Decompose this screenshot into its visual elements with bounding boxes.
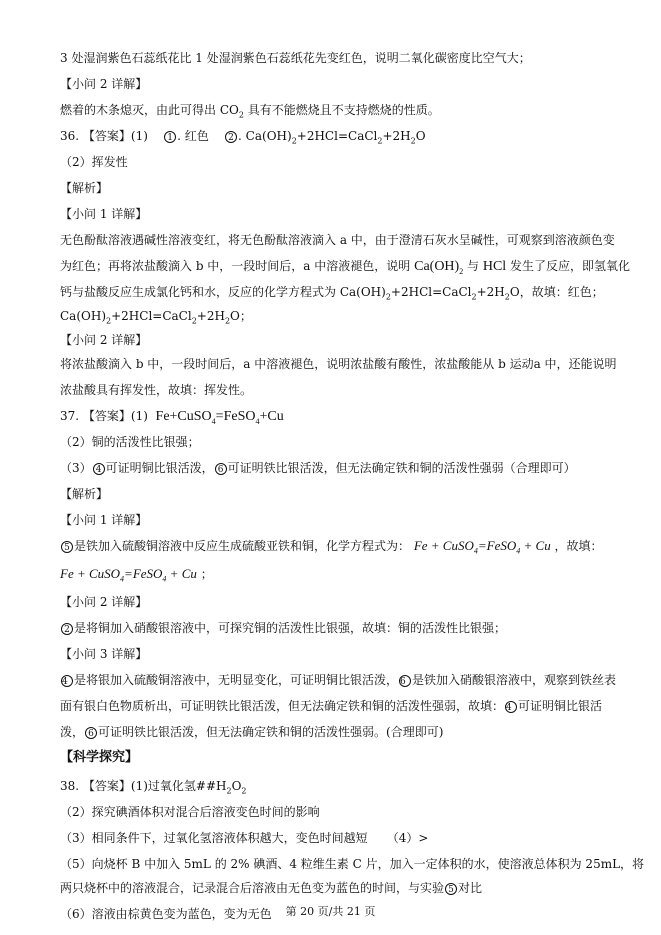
text-line: Fe + CuSO$_4$=FeSO$_4$ + Cu ； bbox=[60, 566, 213, 584]
text-line: 【解析】 bbox=[60, 181, 109, 195]
text-line: （5）向烧杯 B 中加入 5mL 的 2% 碘酒、4 粒维生素 C 片，加入一定体积的水，使溶液总体积为 25mL，将 bbox=[60, 857, 645, 871]
text-line: 【解析】 bbox=[60, 487, 109, 501]
text-line: 燃着的木条熄灭，由此可得出 $CO_2$ 具有不能燃烧且不支持燃烧的性质。 bbox=[60, 103, 440, 120]
text-line: 36. 【答案】(1) 1 . 红色 2 . $Ca(OH)_2+2HCl=CaCl_2+2H_2O$ bbox=[60, 129, 426, 146]
text-line: 为红色；再将浓盐酸滴入 b 中，一段时间后，a 中溶液褪色，说明 $Ca(OH)_2$ 与 HCl 发生了反应，即氢氧化 bbox=[60, 259, 631, 276]
text-line: 37. 【答案】(1) Fe+CuSO$_4$=FeSO$_4$+Cu bbox=[60, 409, 284, 426]
text-line: （2）挥发性 bbox=[60, 155, 128, 169]
text-line: 两只烧杯中的溶液混合，记录混合后溶液由无色变为蓝色的时间，与实验 5 对比 bbox=[60, 881, 483, 895]
text-line: 【小问 3 详解】 bbox=[60, 647, 148, 661]
text-line: 面有银白色物质析出，可证明铁比银活泼，但无法确定铁和铜的活泼性强弱，故填： 4 可证明铜比银活 bbox=[60, 699, 603, 713]
text-line: 5 是铁加入硫酸铜溶液中反应生成硫酸亚铁和铜，化学方程式为： Fe + CuSO$_4$=FeSO$_4$ + Cu ，故填： bbox=[60, 538, 603, 560]
text-line: （2）铜的活泼性比银强； bbox=[60, 435, 200, 449]
text-line: 泼， 6 可证明铁比银活泼，但无法确定铁和铜的活泼性强弱。(合理即可) bbox=[60, 725, 444, 739]
text-line: 钙与盐酸反应生成氯化钙和水，反应的化学方程式为 $Ca(OH)_2+2HCl=CaCl_2+2H_2O$，故填：红色； bbox=[60, 285, 604, 302]
text-line: 【小问 2 详解】 bbox=[60, 595, 148, 609]
page-footer: 第 20 页/共 21 页 bbox=[285, 905, 376, 918]
text-line: （3） 4 可证明铜比银活泼， 6 可证明铁比银活泼，但无法确定铁和铜的活泼性强弱（合理即可） bbox=[60, 461, 576, 475]
text-line: 【小问 2 详解】 bbox=[60, 333, 148, 347]
text-line: 2 是将铜加入硝酸银溶液中，可探究铜的活泼性比银强，故填：铜的活泼性比银强； bbox=[60, 620, 506, 636]
text-line: 浓盐酸具有挥发性，故填：挥发性。 bbox=[60, 383, 253, 397]
text-line: （2）探究碘酒体积对混合后溶液变色时间的影响 bbox=[60, 805, 320, 819]
text-line: 【小问 2 详解】 bbox=[60, 77, 148, 91]
text-line: 【科学探究】 bbox=[60, 750, 139, 765]
text-line: （3）相同条件下，过氧化氢溶液体积越大，变色时间越短 （4）> bbox=[60, 831, 429, 845]
text-line: 【小问 1 详解】 bbox=[60, 207, 148, 221]
text-line: 将浓盐酸滴入 b 中，一段时间后，a 中溶液褪色，说明浓盐酸有酸性，浓盐酸能从 b 运动a 中，还能说明 bbox=[60, 357, 617, 371]
text-line: 38. 【答案】(1)过氧化氢$\#\#H_2O_2$ bbox=[60, 779, 247, 796]
text-line: 【小问 1 详解】 bbox=[60, 513, 148, 527]
text-line: 无色酚酞溶液遇碱性溶液变红，将无色酚酞溶液滴入 a 中，由于澄清石灰水呈碱性，可观察到溶液颜色变 bbox=[60, 233, 615, 247]
text-line: $Ca(OH)_2+2HCl=CaCl_2+2H_2O$； bbox=[60, 309, 252, 326]
text-line: （6）溶液由棕黄色变为蓝色，变为无色 bbox=[60, 907, 272, 921]
text-line: 3 处湿润紫色石蕊纸花比 1 处湿润紫色石蕊纸花先变红色，说明二氧化碳密度比空气大； bbox=[60, 51, 531, 65]
text-line: 4 是将银加入硫酸铜溶液中，无明显变化，可证明铜比银活泼， 6 是铁加入硝酸银溶液中，观察到铁丝表 bbox=[62, 673, 617, 687]
